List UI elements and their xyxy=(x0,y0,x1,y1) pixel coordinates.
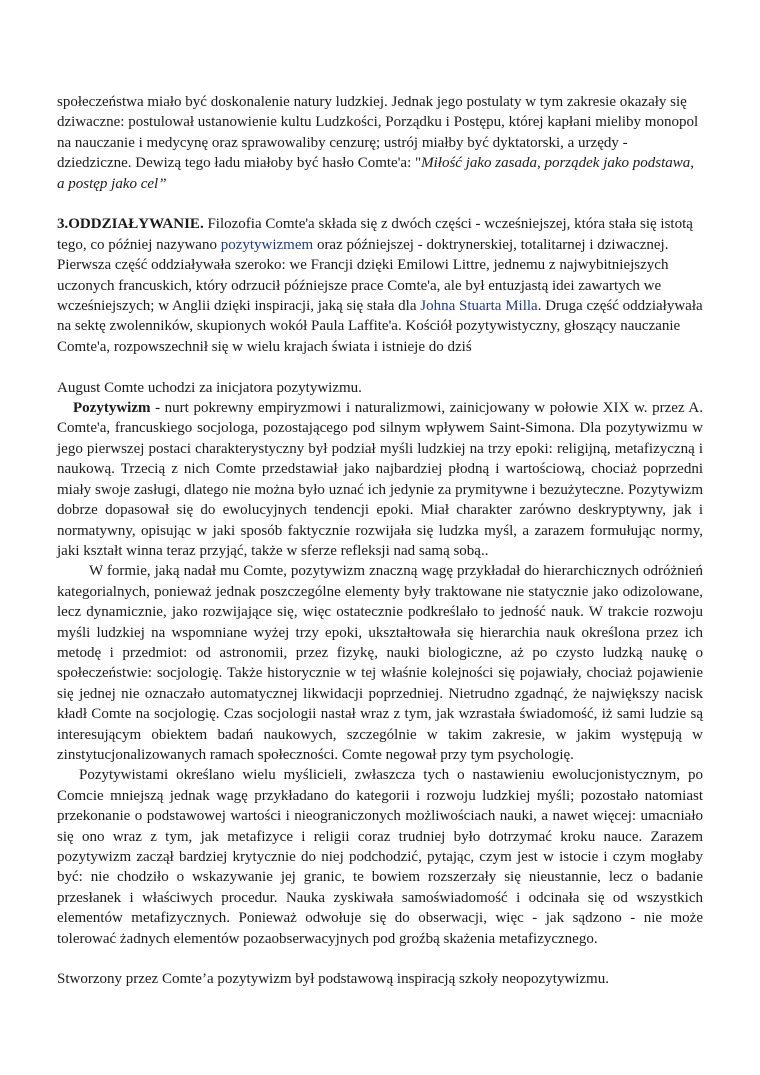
paragraph-positivism-definition xyxy=(57,398,703,561)
paragraph-text: oraz późniejszej - doktrynerskiej, totalitarnej i dziwacznej. Pierwsza część oddziaływała szeroko: we Francji dzięki Emilowi Littre, jednemu z najwybitniejszych uczonych francuskich, który odrzucił późniejsze prace Comte'a, ale był entuzjastą idei zawartych we wcześniejszych; w Anglii dzięki inspiracji, jaką się stała dla xyxy=(57,236,669,315)
paragraph-text: - nurt pokrewny empiryzmowi i naturalizmowi, zainicjowany w połowie XIX w. przez A. Comte'a, francuskiego socjologa, pozostającego pod silnym wpływem Saint-Simona. Dla pozytywizmu w jego pierwszej postaci charakterystyczny był podział myśli ludzkiej na trzy epoki: religijną, metafizyczną i naukową. Trzecią z nich Comte przedstawiał jako najbardziej płodną i wartościową, chociaż poprzedni miały swoje zasługi, dlatego nie można było uznać ich jedynie za prymitywne i bezużyteczne. Pozytywizm dobrze dopasował się do ewolucyjnych tendencji epoki. Miał charakter zarówno deskryptywny, jak i normatywny, opisując w jaki sposób faktycznie rozwijała się ludzka myśl, a zarazem formułując normy, jaki kształt winna teraz przyjąć, także w sferze refleksji nad samą sobą.. xyxy=(57,400,703,559)
paragraph-text: społeczeństwa miało być doskonalenie natury ludzkiej. Jednak jego postulaty w tym zakresie okazały się dziwaczne: postulował ustanowienie kultu Ludzkości, Porządku i Postępu, której kapłani mieliby monopol na nauczanie i medycynę oraz sprawowaliby cenzurę; ustrój miałby być dyktatorski, a urzędy - dziedziczne. Dewizą tego ładu miałoby być hasło Comte'a: " xyxy=(57,94,699,172)
paragraph-influence xyxy=(57,214,703,357)
paragraph-neopositivism: Stworzony przez Comte’a pozytywizm był podstawową inspiracją szkoły neopozytywizmu. xyxy=(57,971,609,988)
link-john-stuart-mill[interactable]: Johna Stuarta Milla xyxy=(420,298,538,315)
comte-motto-quote: Miłość jako zasada, porządek jako podstawa, a postęp jako cel” xyxy=(57,155,695,192)
term-pozytywizm: Pozytywizm xyxy=(73,400,151,417)
paragraph-hierarchy-of-sciences: W formie, jaką nadał mu Comte, pozytywizm znaczną wagę przykładał do hierarchicznych odróżnień kategorialnych, ponieważ jednak poszczególne elementy były traktowane nie statycznie jako odizolowane, lecz dynamicznie, jako rozwijające się, więc ostatecznie podkreślało to jedność nauk. W trakcie rozwoju myśli ludzkiej na wspomniane wyżej trzy epoki, ukształtowała się hierarchia nauk określona przez ich metodę i przedmiot: od astronomii, przez fizykę, nauki biologiczne, aż po czysto ludzką naukę o społeczeństwie: socjologię. Także historycznie w tej właśnie kolejności się pojawiały, chociaż pojawienie się jednej nie oznaczało automatycznej likwidacji poprzedniej. Nietrudno zgadnąć, że największy nacisk kładł Comte na socjologię. Czas socjologii nastał wraz z tym, jak wzrastała świadomość, iż sami ludzie są interesującym obiektem badań naukowych, szczególnie w takim zakresie, w jakim występują w zinstytucjonalizowanych ramach społeczności. Comte negował przy tym psychologię. xyxy=(57,563,703,763)
paragraph-comte-utopia xyxy=(57,92,703,194)
section-heading-influence: 3.ODDZIAŁYWANIE. xyxy=(57,216,204,233)
paragraph-positivists: Pozytywistami określano wielu myślicieli, zwłaszcza tych o nastawieniu ewolucjonistycznym, po Comcie mniejszą jednak wagę przykładano do kategorii i rozwoju ludzkiej myśli; pozostało natomiast przekonanie o podstawowej wartości i nieograniczonych możliwościach nauki, a nawet więcej: umacniało się ono wraz z tym, jak metafizyce i religii coraz trudniej było dotrzymać kroku nauce. Zarazem pozytywizm zaczął bardziej krytycznie do niej podchodzić, pytając, czym jest w istocie i czym mogłaby być: nie chodziło o wskazywanie jej granic, te bowiem rozszerzały się nieustannie, lecz o badanie przesłanek i właściwych procedur. Nauka zyskiwała samoświadomość i odcinała się od wszystkich elementów metafizycznych. Ponieważ odwołuje się do obserwacji, więc - jak sądzono - nie może tolerować żadnych elementów pozaobserwacyjnych pod groźbą skażenia metafizycznego. xyxy=(57,767,703,947)
paragraph-text: . Druga część oddziaływała na sektę zwolenników, skupionych wokół Paula Laffite'a. Kościół pozytywistyczny, głoszący nauczanie Comte'a, rozpowszechnił się w wielu krajach świata i istnieje do dziś xyxy=(57,298,703,355)
link-pozytywizm[interactable]: pozytywizmem xyxy=(220,236,314,253)
paragraph-text: Filozofia Comte'a składa się z dwóch części - wcześniejszej, która stała się istotą tego, co później nazywano xyxy=(57,216,693,253)
paragraph-comte-initiator: August Comte uchodzi za inicjatora pozytywizmu. xyxy=(57,379,362,396)
